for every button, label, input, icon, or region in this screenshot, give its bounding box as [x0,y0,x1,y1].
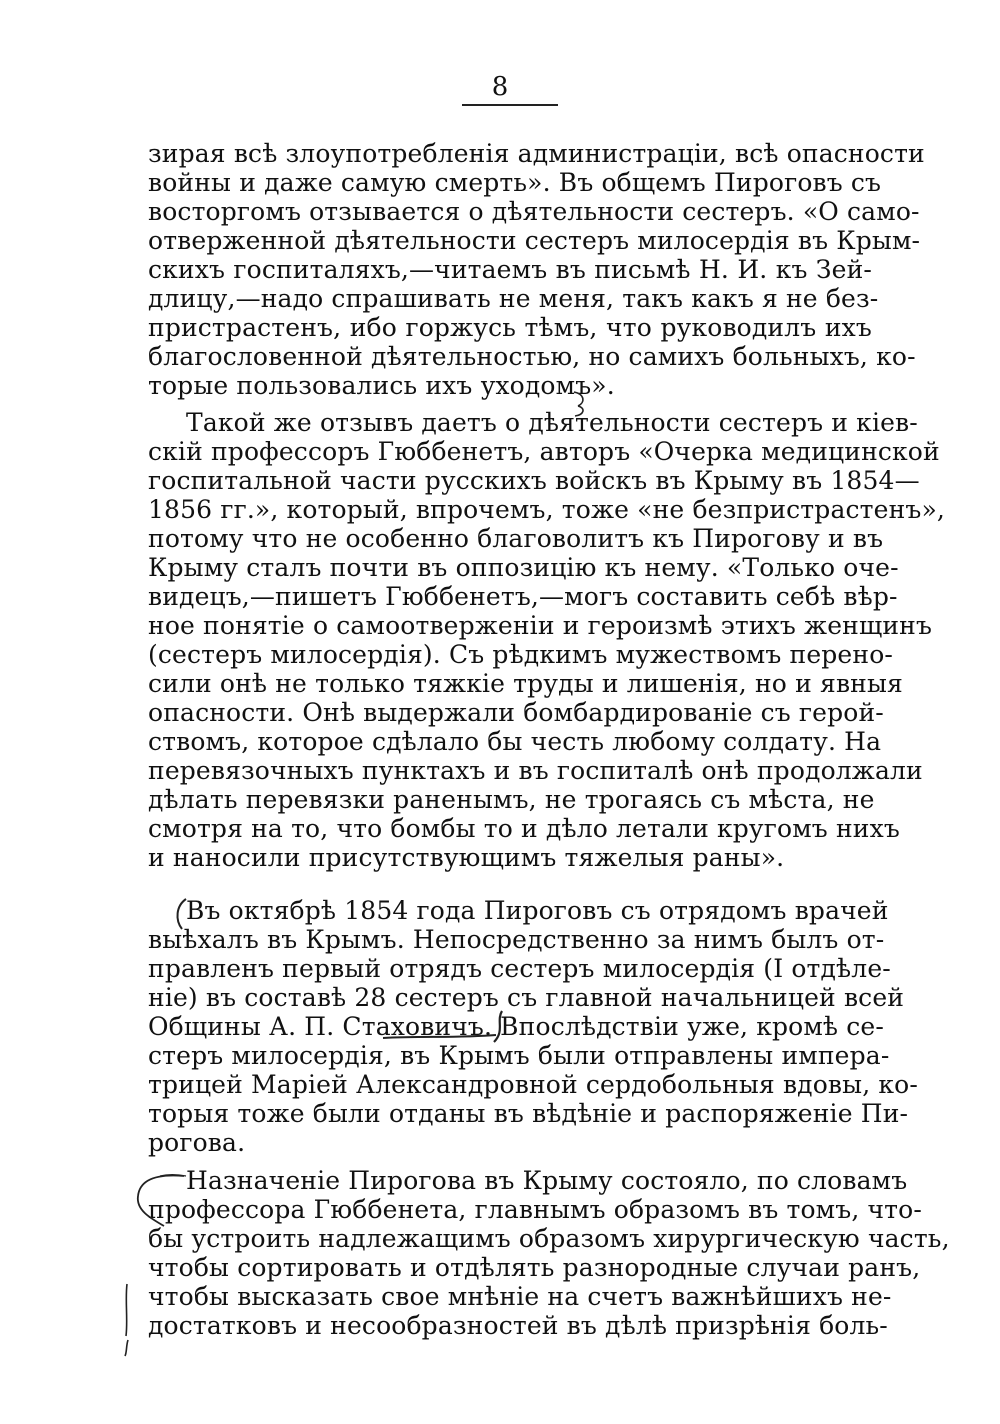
text-line: чтобы сортировать и отдѣлять разнородные случаи ранъ, [148,1253,921,1282]
text-line: стеръ милосердія, въ Крымъ были отправлены импера- [148,1041,890,1070]
text-line: восторгомъ отзывается о дѣятельности сестеръ. «О само- [148,197,920,226]
text-line: и наносили присутствующимъ тяжелыя раны». [148,843,785,872]
text-line: опасности. Онѣ выдержали бомбардированіе съ герой- [148,698,884,727]
text-line: пристрастенъ, ибо горжусь тѣмъ, что руководилъ ихъ [148,313,872,342]
text-line: (сестеръ милосердія). Съ рѣдкимъ мужествомъ перено- [148,640,893,669]
text-line: торыя тоже были отданы въ вѣдѣніе и распоряженіе Пи- [148,1099,909,1128]
page-number-rule [462,104,558,106]
page-number: 8 [491,72,509,102]
text-line: сили онѣ не только тяжкіе труды и лишенія, но и явныя [148,669,903,698]
text-line: длицу,—надо спрашивать не меня, такъ какъ я не без- [148,284,879,313]
text-line: бы устроить надлежащимъ образомъ хирургическую часть, [148,1224,950,1253]
text-line: Крыму сталъ почти въ оппозицію къ нему. «Только оче- [148,553,899,582]
text-line: ное понятіе о самоотверженіи и героизмѣ этихъ женщинъ [148,611,933,640]
text-line: 1856 гг.», который, впрочемъ, тоже «не безпристрастенъ», [148,495,945,524]
text-line: рогова. [148,1128,246,1157]
text-line: выѣхалъ въ Крымъ. Непосредственно за нимъ былъ от- [148,925,885,954]
text-line: ствомъ, которое сдѣлало бы честь любому солдату. На [148,727,882,756]
text-line: госпитальной части русскихъ войскъ въ Крыму въ 1854— [148,466,920,495]
paragraph-start-line: Назначеніе Пирогова въ Крыму состояло, по словамъ [186,1166,908,1195]
text-line: скихъ госпиталяхъ,—читаемъ въ письмѣ Н. И. къ Зей- [148,255,872,284]
text-line: скій профессоръ Гюббенетъ, авторъ «Очерка медицинской [148,437,940,466]
text-line: Общины А. П. Стаховичъ. Впослѣдствіи уже, кромѣ се- [148,1012,884,1041]
text-line: перевязочныхъ пунктахъ и въ госпиталѣ онѣ продолжали [148,756,923,785]
text-line: зирая всѣ злоупотребленія администраціи, всѣ опасности [148,139,925,168]
text-line: отверженной дѣятельности сестеръ милосердія въ Крым- [148,226,921,255]
handwritten-margin-line [118,1280,134,1360]
text-line: видецъ,—пишетъ Гюббенетъ,—могъ составить себѣ вѣр- [148,582,898,611]
text-line: ніе) въ составѣ 28 сестеръ съ главной начальницей всей [148,983,905,1012]
text-line: чтобы высказать свое мнѣніе на счетъ важнѣйшихъ не- [148,1282,892,1311]
text-line: трицей Маріей Александровной сердобольныя вдовы, ко- [148,1070,918,1099]
text-line: потому что не особенно благоволитъ къ Пирогову и въ [148,524,884,553]
text-line: торые пользовались ихъ уходомъ». [148,371,615,400]
paragraph-start-line: Такой же отзывъ даетъ о дѣятельности сестеръ и кіев- [186,408,918,437]
text-line: правленъ первый отрядъ сестеръ милосердія (I отдѣле- [148,954,891,983]
text-line: благословенной дѣятельностью, но самихъ больныхъ, ко- [148,342,916,371]
paragraph-start-line: Въ октябрѣ 1854 года Пироговъ съ отрядомъ врачей [186,896,889,925]
text-line: смотря на то, что бомбы то и дѣло летали кругомъ нихъ [148,814,900,843]
text-line: войны и даже самую смерть». Въ общемъ Пироговъ съ [148,168,882,197]
text-line: дѣлать перевязки раненымъ, не трогаясь съ мѣста, не [148,785,875,814]
text-line: профессора Гюббенета, главнымъ образомъ въ томъ, что- [148,1195,922,1224]
text-line: достатковъ и несообразностей въ дѣлѣ призрѣнія боль- [148,1311,888,1340]
